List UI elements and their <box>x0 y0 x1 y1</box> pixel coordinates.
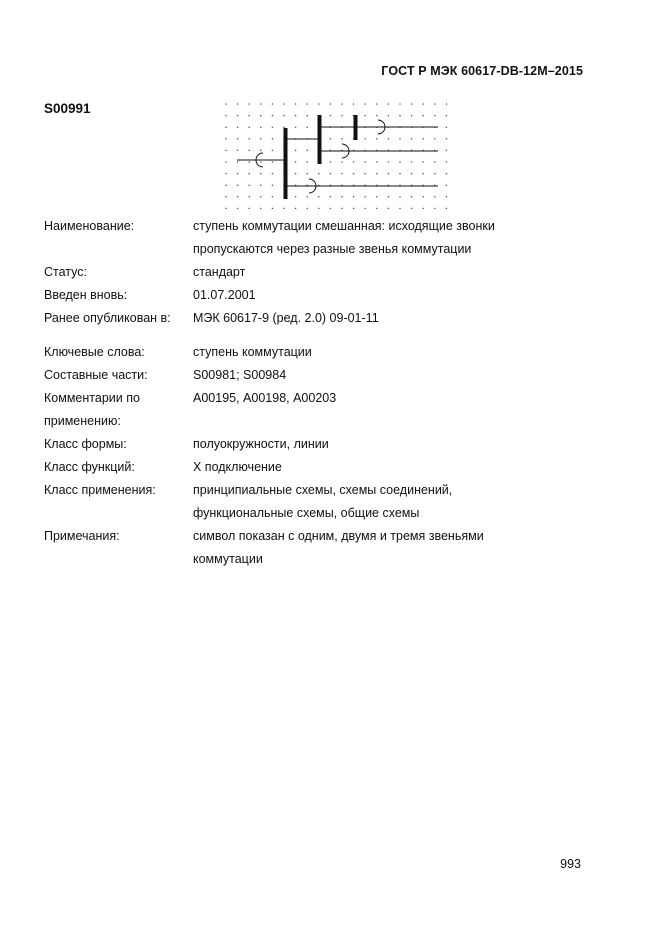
grid-dot <box>341 138 343 140</box>
grid-dot <box>295 115 297 117</box>
grid-dot <box>422 208 424 210</box>
grid-dot <box>283 103 285 105</box>
comments-label-line-2: применению: <box>44 414 121 428</box>
grid-dot <box>341 161 343 163</box>
grid-dot <box>330 208 332 210</box>
grid-dot <box>399 208 401 210</box>
grid-dot <box>260 126 262 128</box>
grid-dot <box>411 138 413 140</box>
grid-dot <box>422 115 424 117</box>
grid-dot <box>283 126 285 128</box>
grid-dot <box>434 103 436 105</box>
grid-dot <box>225 115 227 117</box>
grid-dot <box>399 173 401 175</box>
grid-dot <box>376 161 378 163</box>
grid-dot <box>248 184 250 186</box>
grid-dot <box>330 115 332 117</box>
grid-dot <box>248 173 250 175</box>
grid-dot <box>353 161 355 163</box>
grid-dot <box>388 173 390 175</box>
grid-dot <box>411 161 413 163</box>
grid-dot <box>341 103 343 105</box>
notes-label: Примечания: <box>44 529 120 543</box>
grid-dot <box>422 138 424 140</box>
grid-dot <box>446 173 448 175</box>
grid-dot <box>318 208 320 210</box>
name-value-line-2: пропускаются через разные звенья коммутации <box>193 242 472 256</box>
grid-dot <box>411 115 413 117</box>
grid-dot <box>422 161 424 163</box>
parts-label: Составные части: <box>44 368 148 382</box>
grid-dot <box>341 173 343 175</box>
grid-dot <box>353 173 355 175</box>
grid-dot <box>272 115 274 117</box>
grid-dot <box>306 196 308 198</box>
grid-dot <box>376 196 378 198</box>
application-class-value-line-2: функциональные схемы, общие схемы <box>193 506 420 520</box>
grid-dot <box>306 126 308 128</box>
grid-dot <box>225 208 227 210</box>
keywords-label: Ключевые слова: <box>44 345 145 359</box>
grid-dot <box>237 150 239 152</box>
grid-dot <box>260 173 262 175</box>
grid-dot <box>225 126 227 128</box>
grid-dot <box>306 103 308 105</box>
grid-dot <box>306 173 308 175</box>
grid-dot <box>422 196 424 198</box>
grid-dot <box>353 103 355 105</box>
grid-dot <box>399 196 401 198</box>
grid-dot <box>237 173 239 175</box>
comments-value: А00195, А00198, А00203 <box>193 391 337 405</box>
name-label: Наименование: <box>44 219 135 233</box>
grid-dot <box>388 208 390 210</box>
grid-dot <box>272 138 274 140</box>
grid-dot <box>446 196 448 198</box>
grid-dot <box>272 208 274 210</box>
grid-dot <box>364 138 366 140</box>
published-label: Ранее опубликован в: <box>44 311 171 325</box>
grid-dot <box>411 208 413 210</box>
grid-dot <box>237 126 239 128</box>
grid-dot <box>446 115 448 117</box>
application-class-value-line-1: принципиальные схемы, схемы соединений, <box>193 483 453 497</box>
grid-dot <box>225 184 227 186</box>
grid-dot <box>364 115 366 117</box>
grid-dot <box>248 138 250 140</box>
grid-dot <box>434 138 436 140</box>
grid-dot <box>446 184 448 186</box>
grid-dot <box>295 196 297 198</box>
notes-value-line-1: символ показан с одним, двумя и тремя звеньями <box>193 529 484 543</box>
grid-dot <box>283 115 285 117</box>
grid-dot <box>248 208 250 210</box>
grid-dot <box>248 150 250 152</box>
grid-dot <box>225 150 227 152</box>
grid-dot <box>388 103 390 105</box>
grid-dot <box>341 115 343 117</box>
grid-dot <box>272 196 274 198</box>
grid-dot <box>388 161 390 163</box>
grid-dot <box>330 138 332 140</box>
form-class-label: Класс формы: <box>44 437 127 451</box>
grid-dot <box>376 103 378 105</box>
grid-dot <box>237 115 239 117</box>
form-class-value: полуокружности, линии <box>193 437 329 451</box>
grid-dot <box>237 208 239 210</box>
grid-dot <box>225 161 227 163</box>
grid-dot <box>318 103 320 105</box>
grid-dot <box>411 103 413 105</box>
notes-value-line-2: коммутации <box>193 552 263 566</box>
grid-dot <box>295 161 297 163</box>
grid-dot <box>248 161 250 163</box>
grid-dot <box>376 173 378 175</box>
grid-dot <box>295 150 297 152</box>
grid-dot <box>434 161 436 163</box>
grid-dot <box>260 138 262 140</box>
grid-dot <box>306 150 308 152</box>
grid-dot <box>225 103 227 105</box>
grid-dot <box>272 150 274 152</box>
symbol-code: S00991 <box>44 101 91 116</box>
grid-dot <box>225 138 227 140</box>
grid-dot <box>295 173 297 175</box>
grid-dot <box>272 173 274 175</box>
switching-stage-symbol <box>222 100 456 216</box>
grid-dot <box>225 173 227 175</box>
document-header: ГОСТ Р МЭК 60617-DB-12М–2015 <box>381 64 583 78</box>
grid-dot <box>260 150 262 152</box>
grid-dot <box>446 208 448 210</box>
application-class-label: Класс применения: <box>44 483 156 497</box>
grid-dot <box>260 184 262 186</box>
grid-dot <box>422 173 424 175</box>
grid-dot <box>237 196 239 198</box>
introduced-label: Введен вновь: <box>44 288 128 302</box>
function-class-value: X подключение <box>193 460 282 474</box>
name-value-line-1: ступень коммутации смешанная: исходящие звонки <box>193 219 495 233</box>
grid-dot <box>330 196 332 198</box>
grid-dot <box>388 138 390 140</box>
grid-dot <box>272 103 274 105</box>
comments-label-line-1: Комментарии по <box>44 391 140 405</box>
grid-dot <box>248 115 250 117</box>
grid-dot <box>434 196 436 198</box>
function-class-label: Класс функций: <box>44 460 135 474</box>
grid-dot <box>364 103 366 105</box>
grid-dot <box>411 196 413 198</box>
grid-dot <box>306 161 308 163</box>
grid-dot <box>376 115 378 117</box>
grid-dot <box>411 173 413 175</box>
grid-dot <box>318 173 320 175</box>
grid-dot <box>376 138 378 140</box>
grid-dot <box>399 115 401 117</box>
grid-dot <box>446 150 448 152</box>
grid-dot <box>237 103 239 105</box>
grid-dot <box>237 138 239 140</box>
grid-dot <box>272 161 274 163</box>
grid-dot <box>330 161 332 163</box>
grid-dot <box>364 208 366 210</box>
grid-dot <box>434 173 436 175</box>
grid-dot <box>260 103 262 105</box>
grid-dot <box>318 196 320 198</box>
introduced-value: 01.07.2001 <box>193 288 256 302</box>
grid-dot <box>341 208 343 210</box>
grid-dot <box>295 126 297 128</box>
grid-dot <box>376 208 378 210</box>
grid-dot <box>446 103 448 105</box>
grid-dot <box>272 184 274 186</box>
grid-dot <box>225 196 227 198</box>
grid-dot <box>353 196 355 198</box>
page-number: 993 <box>560 857 581 871</box>
grid-dot <box>434 115 436 117</box>
published-value: МЭК 60617-9 (ред. 2.0) 09-01-11 <box>193 311 379 325</box>
parts-value: S00981; S00984 <box>193 368 287 382</box>
grid-dot <box>260 208 262 210</box>
grid-dot <box>248 196 250 198</box>
grid-dot <box>330 103 332 105</box>
grid-dot <box>446 138 448 140</box>
grid-dot <box>434 208 436 210</box>
grid-dot <box>341 196 343 198</box>
grid-dot <box>388 196 390 198</box>
grid-dot <box>353 208 355 210</box>
grid-dot <box>260 161 262 163</box>
status-value: стандарт <box>193 265 246 279</box>
grid-dot <box>248 103 250 105</box>
grid-dot <box>237 161 239 163</box>
grid-dot <box>283 208 285 210</box>
grid-dot <box>248 126 250 128</box>
grid-dot <box>295 208 297 210</box>
grid-dot <box>306 208 308 210</box>
grid-dot <box>446 161 448 163</box>
grid-dot <box>260 196 262 198</box>
status-label: Статус: <box>44 265 87 279</box>
grid-dot <box>399 138 401 140</box>
grid-dot <box>237 184 239 186</box>
grid-dot <box>330 173 332 175</box>
keywords-value: ступень коммутации <box>193 345 312 359</box>
grid-dot <box>399 103 401 105</box>
grid-dot <box>364 173 366 175</box>
grid-dot <box>446 126 448 128</box>
grid-dot <box>422 103 424 105</box>
grid-dot <box>306 115 308 117</box>
grid-dot <box>364 161 366 163</box>
grid-dot <box>260 115 262 117</box>
grid-dot <box>272 126 274 128</box>
grid-dot <box>295 103 297 105</box>
grid-dot <box>388 115 390 117</box>
dot-grid <box>225 103 447 209</box>
grid-dot <box>364 196 366 198</box>
grid-dot <box>399 161 401 163</box>
